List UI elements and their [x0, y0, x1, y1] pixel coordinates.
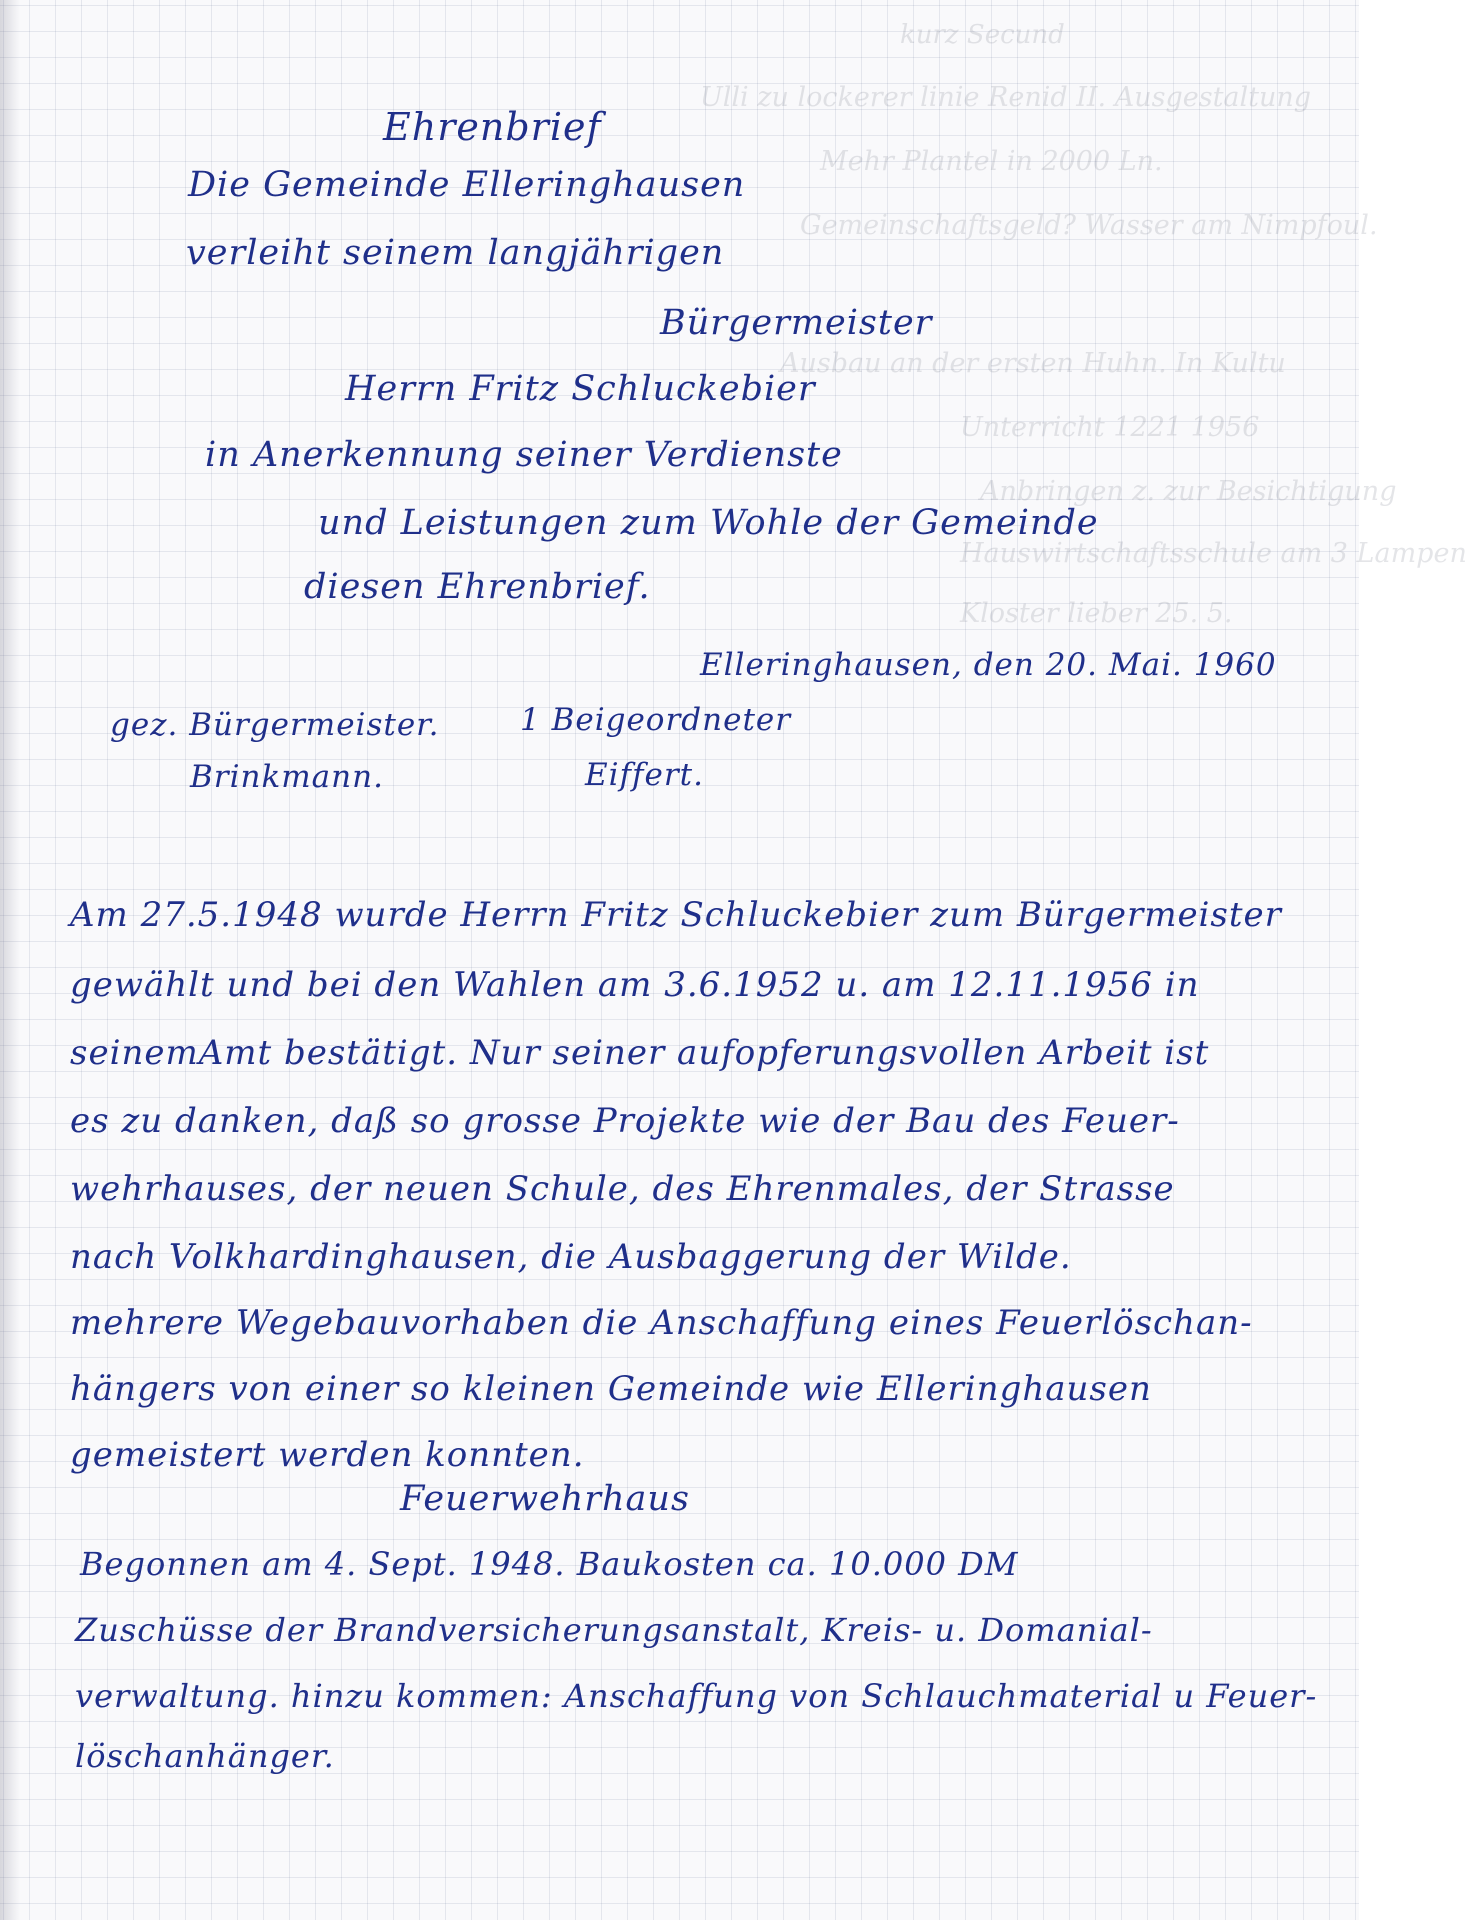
narrative-line: seinemAmt bestätigt. Nur seiner aufopferungsvollen Arbeit ist: [70, 1033, 1210, 1073]
show-through-line: Unterricht 1221 1956: [960, 412, 1260, 443]
certificate-line: in Anerkennung seiner Verdienste: [205, 435, 843, 475]
show-through-line: kurz Secund: [900, 20, 1065, 50]
signature-left-title: gez. Bürgermeister.: [110, 707, 440, 743]
narrative-line: es zu danken, daß so grosse Projekte wie der Bau des Feuer-: [70, 1101, 1180, 1141]
narrative-line: gemeistert werden konnten.: [70, 1435, 585, 1475]
certificate-line: diesen Ehrenbrief.: [304, 567, 651, 607]
paper-edge-shadow: [0, 0, 20, 1920]
section-line: Zuschüsse der Brandversicherungsanstalt, Kreis- u. Domanial-: [75, 1611, 1153, 1649]
show-through-line: Anbringen z. zur Besichtigung: [980, 476, 1397, 507]
section-line: verwaltung. hinzu kommen: Anschaffung von Schlauchmaterial u Feuer-: [75, 1677, 1318, 1715]
show-through-line: Ausbau an der ersten Huhn. In Kultu: [780, 348, 1286, 379]
section-line: Begonnen am 4. Sept. 1948. Baukosten ca. 10.000 DM: [80, 1545, 1019, 1583]
show-through-line: Kloster lieber 25. 5.: [960, 598, 1233, 629]
narrative-line: Am 27.5.1948 wurde Herrn Fritz Schluckebier zum Bürgermeister: [70, 895, 1282, 935]
narrative-line: wehrhauses, der neuen Schule, des Ehrenmales, der Strasse: [70, 1169, 1175, 1209]
show-through-line: Hauswirtschaftsschule am 3 Lampen: [960, 538, 1467, 569]
certificate-line: Die Gemeinde Elleringhausen: [188, 165, 746, 205]
place-date: Elleringhausen, den 20. Mai. 1960: [700, 647, 1277, 683]
certificate-line: und Leistungen zum Wohle der Gemeinde: [318, 503, 1099, 543]
narrative-line: gewählt und bei den Wahlen am 3.6.1952 u. am 12.11.1956 in: [70, 965, 1200, 1005]
signature-right-title: 1 Beigeordneter: [520, 702, 792, 738]
section-heading: Feuerwehrhaus: [400, 1479, 690, 1519]
narrative-line: nach Volkhardinghausen, die Ausbaggerung der Wilde.: [70, 1237, 1072, 1277]
show-through-line: Ulli zu lockerer linie Renid II. Ausgestaltung: [700, 82, 1312, 113]
certificate-line: Bürgermeister: [660, 303, 933, 343]
show-through-line: Mehr Plantel in 2000 Ln.: [820, 146, 1163, 177]
honoree-name: Herrn Fritz Schluckebier: [345, 369, 816, 409]
certificate-line: verleiht seinem langjährigen: [186, 233, 725, 273]
narrative-line: mehrere Wegebauvorhaben die Anschaffung eines Feuerlöschan-: [70, 1303, 1253, 1343]
show-through-line: Gemeinschaftsgeld? Wasser am Nimpfoul.: [800, 210, 1378, 241]
narrative-line: hängers von einer so kleinen Gemeinde wie Elleringhausen: [70, 1369, 1152, 1409]
signature-left-name: Brinkmann.: [190, 759, 384, 795]
signature-right-name: Eiffert.: [585, 757, 704, 793]
section-line: löschanhänger.: [75, 1737, 335, 1775]
certificate-title: Ehrenbrief: [383, 105, 602, 149]
